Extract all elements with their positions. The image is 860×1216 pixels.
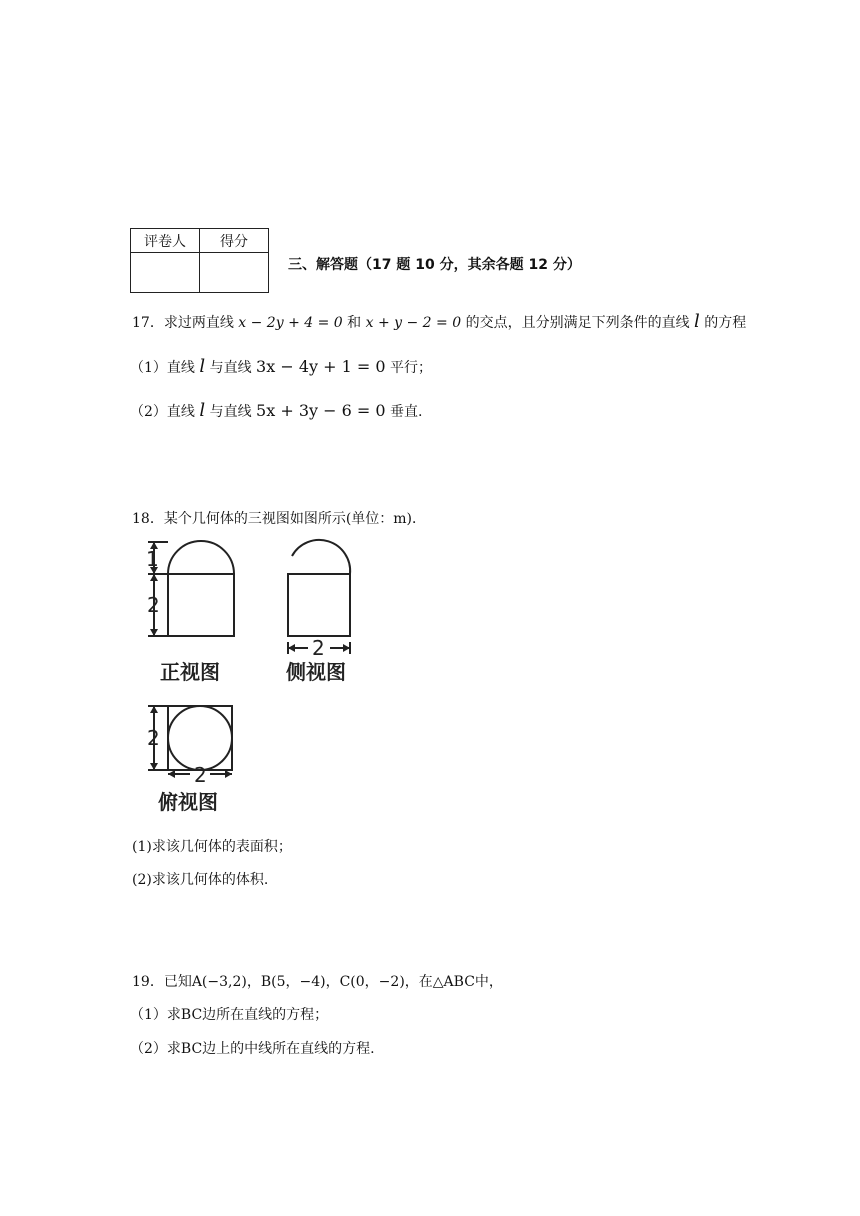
arrow-icon [150, 574, 158, 581]
q17-p1-prefix: （1）直线 [130, 360, 200, 376]
q17-p1-ell: l [199, 356, 206, 377]
q17-stem [132, 311, 746, 332]
grader-header-score: 得分 [200, 229, 269, 253]
q17-p2-suffix: 垂直. [385, 404, 423, 420]
arrow-icon [150, 629, 158, 636]
q17-p1-mid: 与直线 [205, 360, 257, 376]
arrow-icon [150, 706, 158, 713]
arrow-icon [225, 770, 232, 778]
q17-p2-prefix: （2）直线 [130, 404, 200, 420]
q17-p2-ell: l [199, 400, 206, 421]
q19-intro: 19．已知A(−3,2)，B(5，−4)，C(0，−2)，在△ABC中， [132, 974, 503, 990]
q17-part1 [130, 356, 432, 377]
dim-label-2-top-h: 2 [194, 763, 207, 787]
front-view-arc [168, 541, 234, 574]
arrow-icon [150, 763, 158, 770]
q17-ell: l [694, 311, 700, 332]
grader-cell-reviewer [131, 253, 200, 293]
q17-text-c: 的交点，且分别满足下列条件的直线 [461, 315, 695, 331]
front-view-rect [168, 574, 234, 636]
q17-p1-eq: 3x − 4y + 1 = 0 [256, 357, 386, 376]
q18-intro: 18．某个几何体的三视图如图所示(单位：m)． [132, 511, 427, 527]
three-view-figure [130, 530, 390, 820]
q17-eq2: x + y − 2 = 0 [365, 315, 462, 331]
dim-label-1: 1 [146, 547, 159, 571]
grader-cell-score [200, 253, 269, 293]
q17-text-b: 和 [342, 315, 366, 331]
grader-table [130, 228, 269, 293]
top-view-circle [168, 706, 232, 770]
q19-part1: （1）求BC边所在直线的方程； [130, 1007, 329, 1023]
q18-part1: (1)求该几何体的表面积； [132, 839, 292, 855]
q18-part2: (2)求该几何体的体积. [132, 872, 269, 888]
q17-p2-eq: 5x + 3y − 6 = 0 [256, 401, 386, 420]
q17-p2-mid: 与直线 [205, 404, 257, 420]
arrow-icon [343, 644, 350, 652]
grader-header-reviewer: 评卷人 [131, 229, 200, 253]
q17-eq1: x − 2y + 4 = 0 [238, 315, 343, 331]
q17-p1-suffix: 平行； [385, 360, 432, 376]
q19-part2: （2）求BC边上的中线所在直线的方程. [130, 1041, 375, 1057]
dim-label-2-side: 2 [312, 636, 325, 660]
q17-text-d: 的方程 [699, 315, 747, 331]
dim-label-2-front: 2 [147, 593, 160, 617]
section-title: 三、解答题（17 题 10 分，其余各题 12 分） [288, 257, 581, 273]
arrow-icon [168, 770, 175, 778]
top-view-label: 俯视图 [158, 790, 218, 814]
side-view-arc [292, 540, 350, 574]
side-view-label: 侧视图 [286, 660, 346, 684]
front-view-label: 正视图 [160, 660, 220, 684]
q17-part2 [130, 400, 422, 421]
arrow-icon [288, 644, 295, 652]
q17-text-a: 求过两直线 [163, 315, 239, 331]
side-view-rect [288, 574, 350, 636]
q17-number: 17． [132, 315, 164, 331]
dim-label-2-top-v: 2 [147, 726, 160, 750]
